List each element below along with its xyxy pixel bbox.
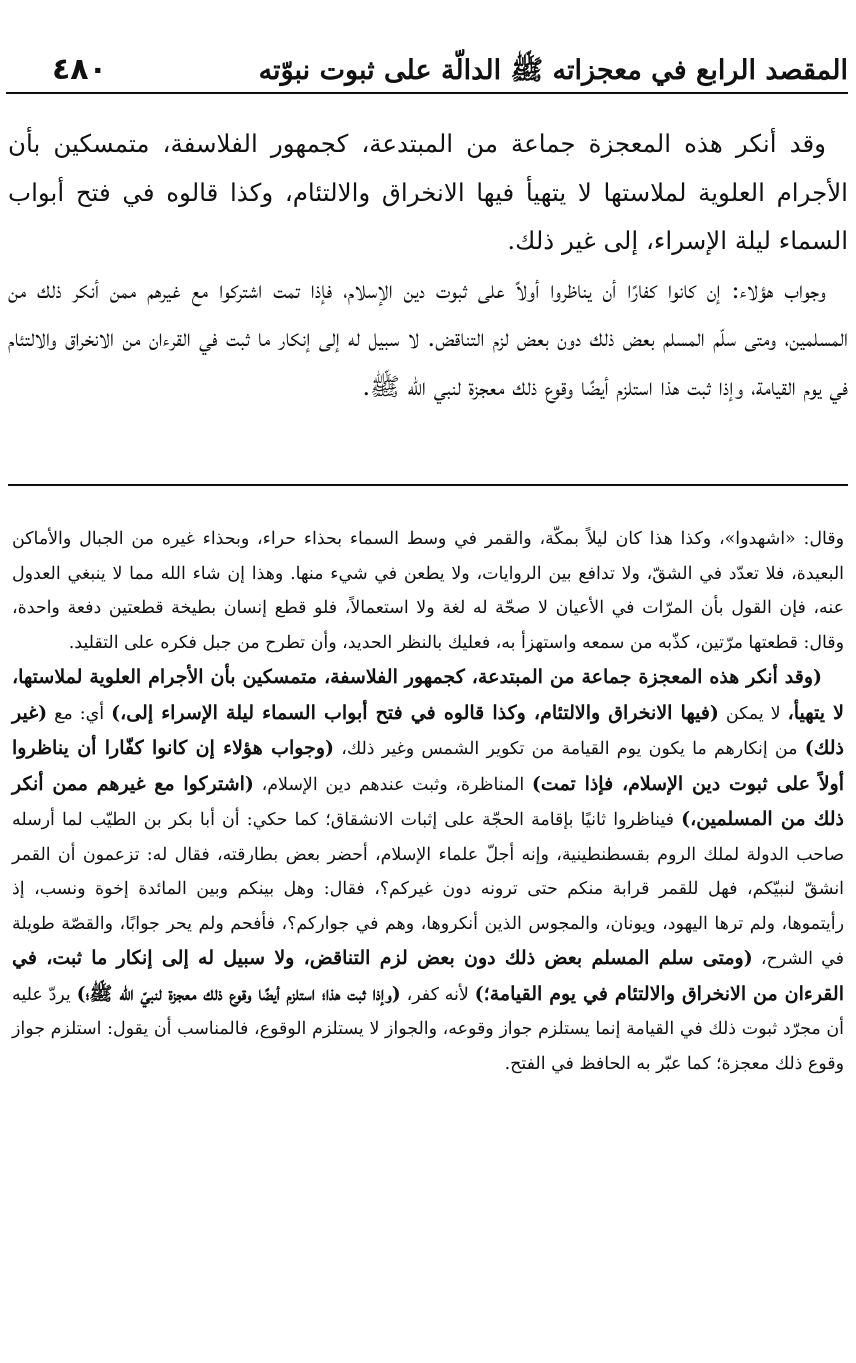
- quoted-text: (وقد أنكر هذه المعجزة جماعة من المبتدعة، كجمهور الفلاسفة، متمسكين بأن الأجرام العلوية لملاستها، لا يتهيأ،: [12, 666, 844, 724]
- quoted-text: (فيها الانخراق والالتئام، وكذا قالوه في فتح أبواب السماء ليلة الإسراء إلى،): [111, 701, 719, 724]
- quoted-text: (ومتى سلم المسلم بعض ذلك دون بعض لزم التناقض، ولا سبيل له إلى إنكار ما ثبت، في القرءان من الانخراق والالتئام في يوم القيامة؛): [12, 947, 844, 1005]
- running-title: المقصد الرابع في معجزاته ﷺ الدالّة على ثبوت نبوّته: [258, 54, 848, 86]
- page-number: ٤٨٠: [52, 52, 107, 87]
- explanation-text: أي: مع: [47, 703, 112, 724]
- quoted-text: (غير ذلك): [12, 701, 844, 759]
- page-header: [6, 48, 848, 94]
- main-text-block: [8, 120, 848, 411]
- commentary-block: [12, 522, 844, 1081]
- quoted-text: (اشتركوا مع غيرهم ممن أنكر ذلك من المسلمين،): [12, 772, 844, 830]
- explanation-text: فيناظروا ثانيًا بإقامة الحجّة على إثبات الانشقاق؛ كما حكي: أن أبا بكر بن الطيّب لما أرسله صاحب الدولة لملك الروم بقسطنطينية، وإنه أجلّ علماء الإسلام، أحضر بعض بطارقته، فقال له: تزعمون أن القمر انشقّ لنبيّكم، فهل للقمر قرابة منكم حتى ترونه دون غيركم؟، فقال: وهل بينكم وبين المائدة إخوة ونسب، إذ رأيتموها، ولم ترها اليهود، ويونان، والمجوس الذين أنكروها، وهم في جواركم؟، فأفحم ولم يحر جوابًا، والقصّة طويلة في الشرح،: [12, 810, 844, 969]
- explanation-text: من إنكارهم ما يكون يوم القيامة من تكوير الشمس وغير ذلك،: [333, 739, 805, 759]
- main-paragraph-2: وجواب هؤلاء: إن كانوا كفارًا أن يناظروا أولاً على ثبوت دين الإسلام، فإذا تمت اشتركوا مع غيرهم ممن أنكر ذلك من المسلمين، ومتى سلّم المسلم بعض ذلك دون بعض لزم التناقض. لا سبيل له إلى إنكار ما ثبت في القرءان من الانخراق والالتئام في يوم القيامة، وإذا ثبت هذا استلزم أيضًا وقوع ذلك معجزة لنبي الله ﷺ.: [8, 274, 848, 401]
- main-paragraph-1: وقد أنكر هذه المعجزة جماعة من المبتدعة، كجمهور الفلاسفة، متمسكين بأن الأجرام العلوية لملاستها لا يتهيأ فيها الانخراق والالتئام، وكذا قالوه في فتح أبواب السماء ليلة الإسراء، إلى غير ذلك.: [8, 129, 848, 255]
- explanation-text: يردّ عليه أن مجرّد ثبوت ذلك في القيامة إنما يستلزم جواز وقوعه، والجواز لا يستلزم الوقوع، فالمناسب أن يقول: استلزم جواز وقوع ذلك معجزة؛ كما عبّر به الحافظ في الفتح.: [12, 984, 844, 1074]
- commentary-paragraph-2: [12, 660, 844, 1081]
- explanation-text: لا يمكن: [718, 703, 788, 724]
- quoted-text: (وجواب هؤلاء إن كانوا كفّارا أن يناظروا أولاً على ثبوت دين الإسلام، فإذا تمت): [12, 737, 844, 795]
- section-divider: [8, 484, 848, 486]
- explanation-text: لأنه كفر،: [400, 984, 475, 1005]
- commentary-paragraph-1: وقال: «اشهدوا»، وكذا هذا كان ليلاً بمكّة، والقمر في وسط السماء بحذاء حراء، وبحذاء غيره من الجبال والأماكن البعيدة، فلا تعدّد في الشقّ، ولا تدافع بين الروايات، ولا يطعن في شيء منها. وهذا إن شاء الله مما لا ينبغي العدول عنه، فإن القول بأن المرّات في الأعيان لا صحّة له لغة ولا استعمالاً، فلو قطع إنسان بطيخة قطعتين دفعة واحدة، وقال: قطعتها مرّتين، كذّبه من سمعه واستهزأ به، فعليك بالنظر الحديد، وأن تطرح من جبل فكره على التقليد.: [12, 529, 844, 653]
- explanation-text: المناظرة، وثبت عندهم دين الإسلام،: [253, 774, 532, 795]
- quoted-text: (وإذا ثبت هذا؛ استلزم أيضًا وقوع ذلك معجزة لنبيّ الله ﷺ؛): [76, 982, 401, 1005]
